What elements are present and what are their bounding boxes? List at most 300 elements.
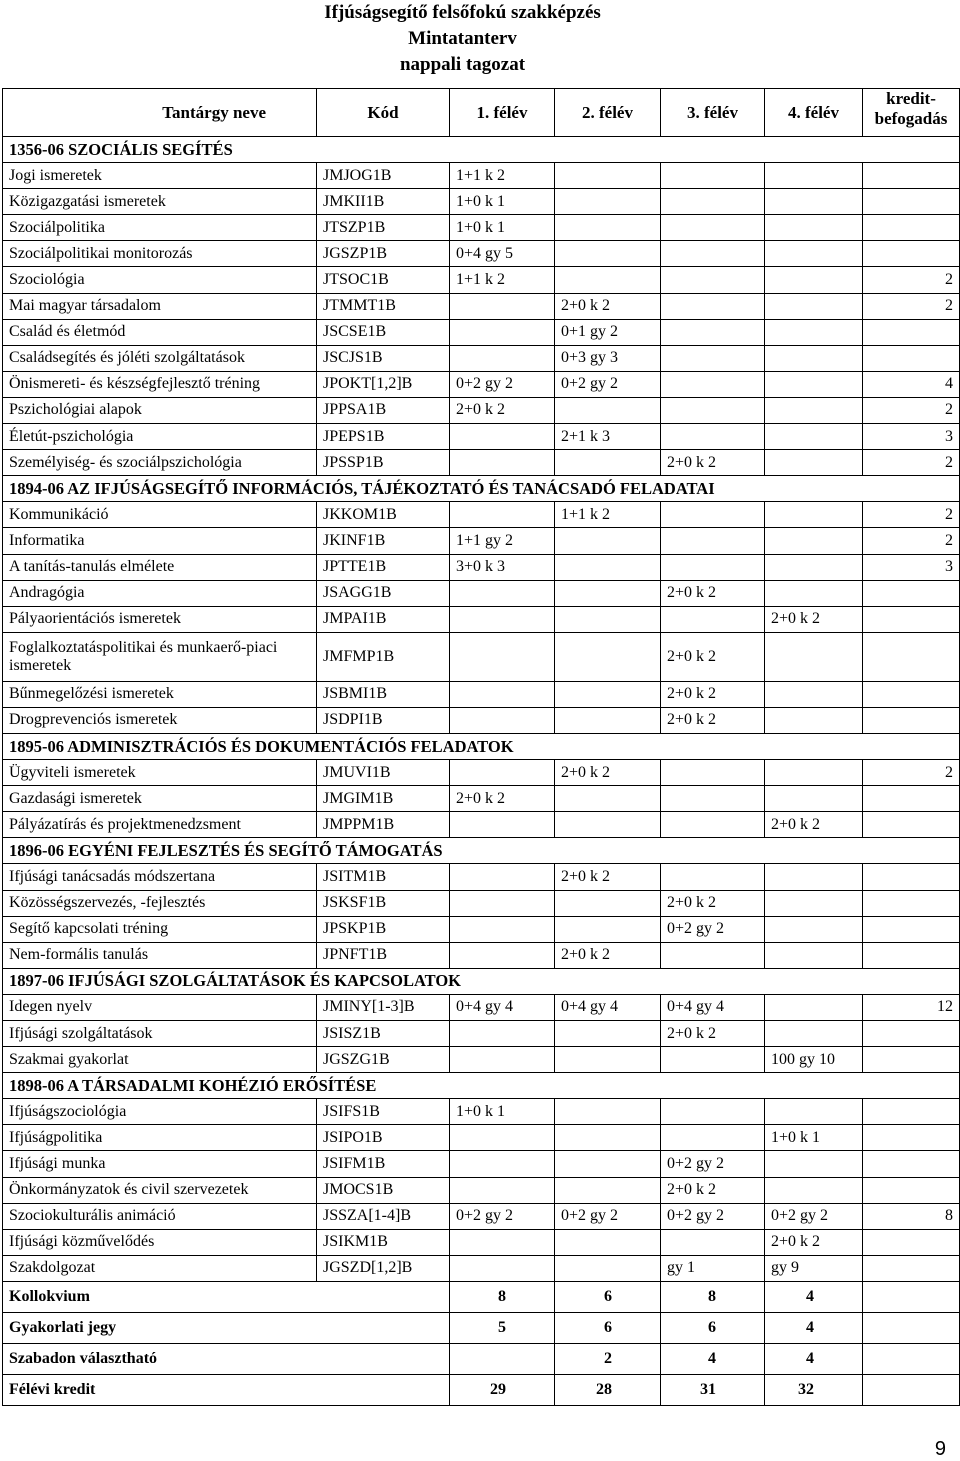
section-row: [3, 1073, 960, 1099]
sem2-cell: 0+3 gy 3: [555, 345, 661, 371]
page-number: 9: [934, 1438, 946, 1460]
sem2-cell: [555, 450, 661, 476]
sem3-cell: 2+0 k 2: [661, 450, 765, 476]
totals-sem1: [450, 1343, 555, 1374]
sem4-cell: gy 9: [765, 1255, 863, 1281]
sem1-cell: [450, 681, 555, 707]
subject-cell: Pályaorientációs ismeretek: [3, 606, 317, 632]
table-row: [3, 163, 960, 189]
sem2-cell: [555, 1229, 661, 1255]
sem3-cell: 2+0 k 2: [661, 580, 765, 606]
sem4-cell: [765, 528, 863, 554]
subject-cell: Ifjúsági közművelődés: [3, 1229, 317, 1255]
sem1-cell: 2+0 k 2: [450, 397, 555, 423]
sem2-cell: [555, 890, 661, 916]
subject-cell: Ifjúsági munka: [3, 1151, 317, 1177]
sem4-cell: [765, 994, 863, 1020]
credit-cell: [863, 319, 960, 345]
sem4-cell: [765, 215, 863, 241]
credit-cell: [863, 345, 960, 371]
sem1-cell: 1+1 gy 2: [450, 528, 555, 554]
totals-row: [3, 1312, 960, 1343]
section-title: 1356-06 SZOCIÁLIS SEGÍTÉS: [3, 137, 960, 163]
sem2-cell: [555, 1125, 661, 1151]
totals-label: Gyakorlati jegy: [3, 1312, 450, 1343]
subject-cell: Szociológia: [3, 267, 317, 293]
sem4-cell: [765, 707, 863, 733]
section-title: 1898-06 A TÁRSADALMI KOHÉZIÓ ERŐSÍTÉSE: [3, 1073, 960, 1099]
credit-cell: 2: [863, 267, 960, 293]
table-row: [3, 864, 960, 890]
table-row: [3, 1021, 960, 1047]
sem3-cell: [661, 864, 765, 890]
subject-cell: A tanítás-tanulás elmélete: [3, 554, 317, 580]
sem4-cell: 0+2 gy 2: [765, 1203, 863, 1229]
sem4-cell: 2+0 k 2: [765, 812, 863, 838]
subject-cell: Önkormányzatok és civil szervezetek: [3, 1177, 317, 1203]
totals-label: Szabadon választható: [3, 1343, 450, 1374]
section-title: 1895-06 ADMINISZTRÁCIÓS ÉS DOKUMENTÁCIÓS FELADATOK: [3, 733, 960, 759]
table-row: [3, 606, 960, 632]
sem4-cell: [765, 189, 863, 215]
credit-cell: [863, 812, 960, 838]
totals-row: [3, 1374, 960, 1405]
table-row: [3, 786, 960, 812]
header-row: [3, 89, 960, 137]
sem3-cell: [661, 241, 765, 267]
table-row: [3, 267, 960, 293]
sem2-cell: [555, 397, 661, 423]
table-row: [3, 1047, 960, 1073]
subject-cell: Foglalkoztatáspolitikai és munkaerő-piaci ismeretek: [3, 632, 317, 681]
code-cell: JMUVI1B: [317, 760, 450, 786]
sem4-cell: [765, 293, 863, 319]
credit-cell: [863, 1099, 960, 1125]
credit-cell: 3: [863, 554, 960, 580]
sem3-cell: 0+4 gy 4: [661, 994, 765, 1020]
totals-credit: [863, 1281, 960, 1312]
sem1-cell: [450, 1229, 555, 1255]
table-row: [3, 293, 960, 319]
sem2-cell: [555, 1151, 661, 1177]
credit-cell: 2: [863, 450, 960, 476]
sem3-cell: [661, 189, 765, 215]
subject-cell: Ügyviteli ismeretek: [3, 760, 317, 786]
sem3-cell: 2+0 k 2: [661, 632, 765, 681]
sem2-cell: [555, 528, 661, 554]
sem1-cell: 1+0 k 1: [450, 1099, 555, 1125]
code-cell: JMJOG1B: [317, 163, 450, 189]
sem4-cell: [765, 942, 863, 968]
sem4-cell: [765, 450, 863, 476]
totals-label: Kollokvium: [3, 1281, 450, 1312]
sem4-cell: [765, 1177, 863, 1203]
table-row: [3, 502, 960, 528]
credit-cell: [863, 942, 960, 968]
table-row: [3, 681, 960, 707]
code-cell: JSIPO1B: [317, 1125, 450, 1151]
totals-sem2: 6: [555, 1312, 661, 1343]
code-cell: JMOCS1B: [317, 1177, 450, 1203]
title-line-1: Ifjúságsegítő felsőfokú szakképzés: [324, 2, 601, 23]
sem2-cell: [555, 580, 661, 606]
sem1-cell: [450, 1255, 555, 1281]
subject-cell: Pszichológiai alapok: [3, 397, 317, 423]
totals-sem4: 4: [765, 1312, 863, 1343]
sem3-cell: [661, 345, 765, 371]
sem4-cell: [765, 554, 863, 580]
subject-cell: Segítő kapcsolati tréning: [3, 916, 317, 942]
credit-cell: [863, 1125, 960, 1151]
table-row: [3, 632, 960, 681]
code-cell: JSIKM1B: [317, 1229, 450, 1255]
sem3-cell: [661, 786, 765, 812]
sem2-cell: [555, 606, 661, 632]
sem4-cell: [765, 502, 863, 528]
sem3-cell: gy 1: [661, 1255, 765, 1281]
sem3-cell: [661, 942, 765, 968]
header-credit: kredit-befogadás: [863, 89, 960, 137]
sem3-cell: 2+0 k 2: [661, 707, 765, 733]
table-row: [3, 1099, 960, 1125]
sem3-cell: [661, 397, 765, 423]
credit-cell: [863, 1047, 960, 1073]
totals-sem2: 6: [555, 1281, 661, 1312]
table-row: [3, 241, 960, 267]
sem1-cell: 0+4 gy 5: [450, 241, 555, 267]
sem3-cell: 0+2 gy 2: [661, 1151, 765, 1177]
sem3-cell: 2+0 k 2: [661, 1021, 765, 1047]
section-row: [3, 733, 960, 759]
sem3-cell: 2+0 k 2: [661, 1177, 765, 1203]
subject-cell: Szakdolgozat: [3, 1255, 317, 1281]
section-row: [3, 968, 960, 994]
sem4-cell: [765, 267, 863, 293]
code-cell: JTSZP1B: [317, 215, 450, 241]
sem4-cell: 2+0 k 2: [765, 606, 863, 632]
table-row: [3, 1151, 960, 1177]
sem4-cell: [765, 397, 863, 423]
code-cell: JMKII1B: [317, 189, 450, 215]
table-row: [3, 215, 960, 241]
sem1-cell: 3+0 k 3: [450, 554, 555, 580]
sem2-cell: 0+4 gy 4: [555, 994, 661, 1020]
code-cell: JGSZD[1,2]B: [317, 1255, 450, 1281]
subject-cell: Pályázatírás és projektmenedzsment: [3, 812, 317, 838]
sem4-cell: [765, 760, 863, 786]
sem2-cell: [555, 1099, 661, 1125]
code-cell: JSSZA[1-4]B: [317, 1203, 450, 1229]
subject-cell: Informatika: [3, 528, 317, 554]
sem4-cell: [765, 371, 863, 397]
credit-cell: [863, 1021, 960, 1047]
sem1-cell: [450, 1047, 555, 1073]
sem1-cell: [450, 502, 555, 528]
sem1-cell: [450, 1021, 555, 1047]
sem1-cell: 0+2 gy 2: [450, 1203, 555, 1229]
sem2-cell: [555, 681, 661, 707]
table-row: [3, 397, 960, 423]
sem1-cell: 0+2 gy 2: [450, 371, 555, 397]
sem3-cell: [661, 163, 765, 189]
credit-cell: [863, 580, 960, 606]
sem2-cell: [555, 189, 661, 215]
sem3-cell: 2+0 k 2: [661, 890, 765, 916]
credit-cell: 12: [863, 994, 960, 1020]
sem1-cell: [450, 864, 555, 890]
subject-cell: Andragógia: [3, 580, 317, 606]
sem2-cell: [555, 786, 661, 812]
credit-cell: 4: [863, 371, 960, 397]
subject-cell: Bűnmegelőzési ismeretek: [3, 681, 317, 707]
sem3-cell: [661, 528, 765, 554]
totals-sem3: 8: [661, 1281, 765, 1312]
sem1-cell: [450, 707, 555, 733]
sem2-cell: [555, 215, 661, 241]
credit-cell: [863, 1177, 960, 1203]
sem4-cell: [765, 1099, 863, 1125]
credit-cell: [863, 864, 960, 890]
sem2-cell: [555, 632, 661, 681]
totals-credit: [863, 1312, 960, 1343]
totals-sem4: 4: [765, 1281, 863, 1312]
sem3-cell: [661, 1125, 765, 1151]
code-cell: JPPSA1B: [317, 397, 450, 423]
table-row: [3, 916, 960, 942]
table-row: [3, 707, 960, 733]
sem3-cell: [661, 606, 765, 632]
credit-cell: [863, 241, 960, 267]
sem1-cell: [450, 319, 555, 345]
sem3-cell: [661, 760, 765, 786]
table-row: [3, 812, 960, 838]
code-cell: JPSKP1B: [317, 916, 450, 942]
subject-cell: Mai magyar társadalom: [3, 293, 317, 319]
sem1-cell: 1+1 k 2: [450, 267, 555, 293]
table-row: [3, 1177, 960, 1203]
sem4-cell: [765, 681, 863, 707]
sem1-cell: [450, 1177, 555, 1203]
totals-credit: [863, 1374, 960, 1405]
sem2-cell: 1+1 k 2: [555, 502, 661, 528]
sem3-cell: 2+0 k 2: [661, 681, 765, 707]
sem4-cell: [765, 241, 863, 267]
section-title: 1897-06 IFJÚSÁGI SZOLGÁLTATÁSOK ÉS KAPCSOLATOK: [3, 968, 960, 994]
table-row: [3, 994, 960, 1020]
totals-sem1: 8: [450, 1281, 555, 1312]
code-cell: JSAGG1B: [317, 580, 450, 606]
sem2-cell: [555, 267, 661, 293]
sem4-cell: 1+0 k 1: [765, 1125, 863, 1151]
header-sem4: 4. félév: [765, 89, 863, 137]
sem2-cell: [555, 916, 661, 942]
sem1-cell: [450, 1151, 555, 1177]
sem1-cell: [450, 345, 555, 371]
code-cell: JMGIM1B: [317, 786, 450, 812]
code-cell: JSDPI1B: [317, 707, 450, 733]
totals-sem2: 2: [555, 1343, 661, 1374]
sem1-cell: [450, 760, 555, 786]
code-cell: JSBMI1B: [317, 681, 450, 707]
code-cell: JGSZG1B: [317, 1047, 450, 1073]
sem2-cell: 2+0 k 2: [555, 942, 661, 968]
subject-cell: Nem-formális tanulás: [3, 942, 317, 968]
credit-cell: [863, 916, 960, 942]
code-cell: JMFMP1B: [317, 632, 450, 681]
credit-cell: 2: [863, 293, 960, 319]
totals-label: Félévi kredit: [3, 1374, 450, 1405]
table-row: [3, 554, 960, 580]
totals-sem3: 4: [661, 1343, 765, 1374]
credit-cell: 2: [863, 760, 960, 786]
code-cell: JSCJS1B: [317, 345, 450, 371]
sem1-cell: [450, 942, 555, 968]
table-row: [3, 371, 960, 397]
credit-cell: [863, 707, 960, 733]
subject-cell: Szakmai gyakorlat: [3, 1047, 317, 1073]
header-sem3: 3. félév: [661, 89, 765, 137]
header-sem2: 2. félév: [555, 89, 661, 137]
code-cell: JMINY[1-3]B: [317, 994, 450, 1020]
code-cell: JSIFM1B: [317, 1151, 450, 1177]
sem3-cell: [661, 267, 765, 293]
code-cell: JKINF1B: [317, 528, 450, 554]
code-cell: JKKOM1B: [317, 502, 450, 528]
sem4-cell: [765, 1151, 863, 1177]
sem1-cell: 1+1 k 2: [450, 163, 555, 189]
sem3-cell: 0+2 gy 2: [661, 1203, 765, 1229]
credit-cell: [863, 163, 960, 189]
sem1-cell: [450, 580, 555, 606]
subject-cell: Kommunikáció: [3, 502, 317, 528]
sem3-cell: [661, 293, 765, 319]
table-row: [3, 424, 960, 450]
curriculum-table: [2, 88, 960, 1406]
sem1-cell: 1+0 k 1: [450, 189, 555, 215]
subject-cell: Közigazgatási ismeretek: [3, 189, 317, 215]
code-cell: JPOKT[1,2]B: [317, 371, 450, 397]
credit-cell: [863, 681, 960, 707]
section-row: [3, 476, 960, 502]
sem4-cell: [765, 864, 863, 890]
table-row: [3, 1255, 960, 1281]
sem2-cell: 2+0 k 2: [555, 293, 661, 319]
sem1-cell: [450, 916, 555, 942]
credit-cell: 3: [863, 424, 960, 450]
code-cell: JPEPS1B: [317, 424, 450, 450]
code-cell: JPNFT1B: [317, 942, 450, 968]
header-subject: Tantárgy neve: [3, 89, 317, 137]
sem2-cell: [555, 1255, 661, 1281]
section-row: [3, 137, 960, 163]
code-cell: JMPAI1B: [317, 606, 450, 632]
sem2-cell: 2+0 k 2: [555, 760, 661, 786]
sem4-cell: [765, 424, 863, 450]
code-cell: JSISZ1B: [317, 1021, 450, 1047]
table-row: [3, 760, 960, 786]
totals-sem4: 32: [765, 1374, 863, 1405]
credit-cell: [863, 890, 960, 916]
title-line-2: Mintatanterv: [408, 28, 517, 49]
sem3-cell: [661, 371, 765, 397]
sem1-cell: [450, 450, 555, 476]
sem2-cell: [555, 1047, 661, 1073]
sem1-cell: [450, 606, 555, 632]
credit-cell: [863, 189, 960, 215]
subject-cell: Gazdasági ismeretek: [3, 786, 317, 812]
subject-cell: Ifjúsági tanácsadás módszertana: [3, 864, 317, 890]
sem4-cell: [765, 632, 863, 681]
totals-sem1: 29: [450, 1374, 555, 1405]
credit-cell: 2: [863, 528, 960, 554]
sem4-cell: [765, 163, 863, 189]
table-row: [3, 450, 960, 476]
code-cell: JSITM1B: [317, 864, 450, 890]
credit-cell: 2: [863, 397, 960, 423]
title-line-3: nappali tagozat: [399, 54, 526, 75]
sem1-cell: [450, 812, 555, 838]
sem3-cell: [661, 424, 765, 450]
totals-sem1: 5: [450, 1312, 555, 1343]
subject-cell: Ifjúságpolitika: [3, 1125, 317, 1151]
table-row: [3, 890, 960, 916]
sem2-cell: [555, 1177, 661, 1203]
subject-cell: Ifjúsági szolgáltatások: [3, 1021, 317, 1047]
credit-cell: [863, 606, 960, 632]
code-cell: JGSZP1B: [317, 241, 450, 267]
sem1-cell: [450, 1125, 555, 1151]
section-title: 1894-06 AZ IFJÚSÁGSEGÍTŐ INFORMÁCIÓS, TÁJÉKOZTATÓ ÉS TANÁCSADÓ FELADATAI: [3, 476, 960, 502]
table-row: [3, 345, 960, 371]
sem3-cell: 0+2 gy 2: [661, 916, 765, 942]
credit-cell: [863, 215, 960, 241]
section-row: [3, 838, 960, 864]
sem2-cell: [555, 707, 661, 733]
table-row: [3, 319, 960, 345]
subject-cell: Személyiség- és szociálpszichológia: [3, 450, 317, 476]
table-row: [3, 528, 960, 554]
sem3-cell: [661, 1047, 765, 1073]
sem2-cell: 0+2 gy 2: [555, 371, 661, 397]
subject-cell: Családsegítés és jóléti szolgáltatások: [3, 345, 317, 371]
sem4-cell: [765, 1021, 863, 1047]
totals-row: [3, 1281, 960, 1312]
sem4-cell: [765, 916, 863, 942]
totals-sem2: 28: [555, 1374, 661, 1405]
totals-credit: [863, 1343, 960, 1374]
table-body: [3, 137, 960, 1406]
sem3-cell: [661, 812, 765, 838]
sem4-cell: [765, 786, 863, 812]
code-cell: JTSOC1B: [317, 267, 450, 293]
sem4-cell: [765, 890, 863, 916]
code-cell: JSKSF1B: [317, 890, 450, 916]
section-title: 1896-06 EGYÉNI FEJLESZTÉS ÉS SEGÍTŐ TÁMOGATÁS: [3, 838, 960, 864]
sem2-cell: [555, 241, 661, 267]
sem1-cell: [450, 293, 555, 319]
code-cell: JSCSE1B: [317, 319, 450, 345]
credit-cell: 2: [863, 502, 960, 528]
code-cell: JPTTE1B: [317, 554, 450, 580]
credit-cell: [863, 632, 960, 681]
subject-cell: Idegen nyelv: [3, 994, 317, 1020]
sem2-cell: 2+1 k 3: [555, 424, 661, 450]
sem1-cell: 2+0 k 2: [450, 786, 555, 812]
totals-sem3: 31: [661, 1374, 765, 1405]
subject-cell: Jogi ismeretek: [3, 163, 317, 189]
sem1-cell: 1+0 k 1: [450, 215, 555, 241]
table-row: [3, 942, 960, 968]
